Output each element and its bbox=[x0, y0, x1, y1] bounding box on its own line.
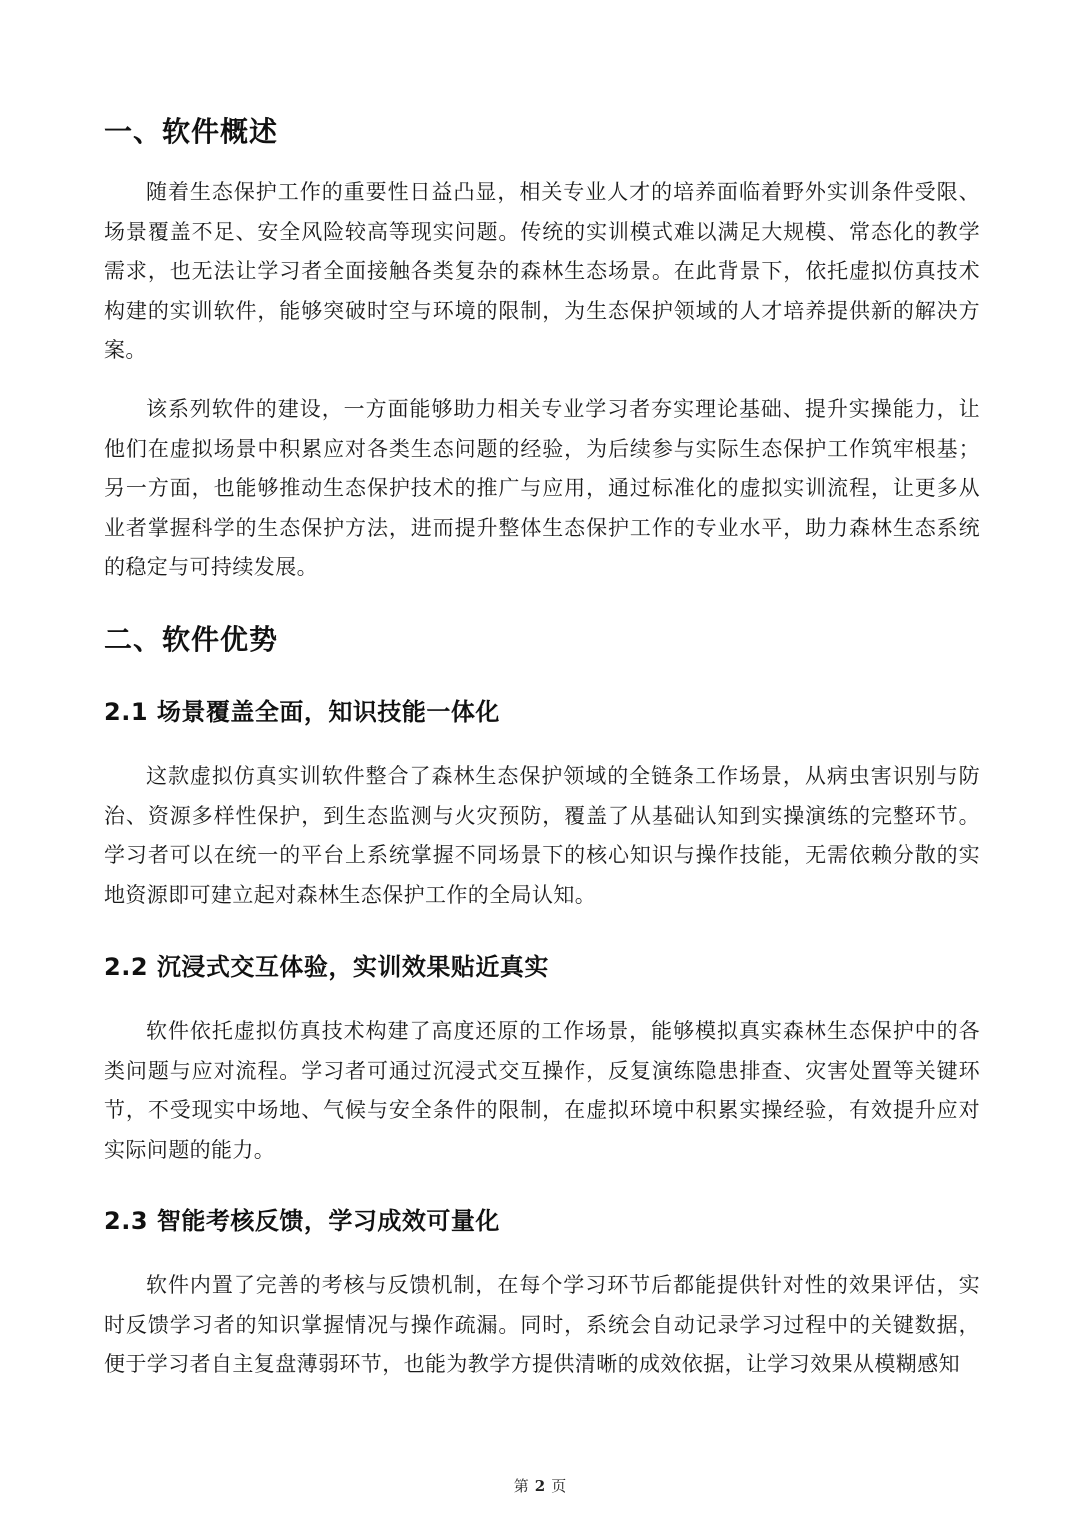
paragraph-2-1: 这款虚拟仿真实训软件整合了森林生态保护领域的全链条工作场景，从病虫害识别与防治、资源多样性保护，到生态监测与火灾预防，覆盖了从基础认知到实操演练的完整环节。学习者可以在统一的平台上系统掌握不同场景下的核心知识与操作技能，无需依赖分散的实地资源即可建立起对森林生态保护工作的全局认知。 bbox=[104, 764, 980, 907]
paragraph-2-2: 软件依托虚拟仿真技术构建了高度还原的工作场景，能够模拟真实森林生态保护中的各类问题与应对流程。学习者可通过沉浸式交互操作，反复演练隐患排查、灾害处置等关键环节，不受现实中场地、气候与安全条件的限制，在虚拟环境中积累实操经验，有效提升应对实际问题的能力。 bbox=[104, 1019, 980, 1162]
subsection-heading-2-3: 2.3 智能考核反馈，学习成效可量化 bbox=[104, 1207, 500, 1235]
subsection-heading-2-2: 2.2 沉浸式交互体验，实训效果贴近真实 bbox=[104, 953, 549, 981]
section-heading-overview: 一、软件概述 bbox=[104, 115, 279, 148]
footer-prefix: 第 bbox=[513, 1477, 529, 1495]
footer-suffix: 页 bbox=[551, 1477, 567, 1495]
paragraph-overview-1: 随着生态保护工作的重要性日益凸显，相关专业人才的培养面临着野外实训条件受限、场景覆盖不足、安全风险较高等现实问题。传统的实训模式难以满足大规模、常态化的教学需求，也无法让学习者全面接触各类复杂的森林生态场景。在此背景下，依托虚拟仿真技术构建的实训软件，能够突破时空与环境的限制，为生态保护领域的人才培养提供新的解决方案。 bbox=[104, 180, 980, 362]
page-number: 2 bbox=[534, 1477, 546, 1495]
paragraph-2-3: 软件内置了完善的考核与反馈机制，在每个学习环节后都能提供针对性的效果评估，实时反馈学习者的知识掌握情况与操作疏漏。同时，系统会自动记录学习过程中的关键数据，便于学习者自主复盘薄弱环节，也能为教学方提供清晰的成效依据，让学习效果从模糊感知 bbox=[104, 1273, 980, 1376]
section-heading-advantages: 二、软件优势 bbox=[104, 623, 279, 656]
paragraph-overview-2: 该系列软件的建设，一方面能够助力相关专业学习者夯实理论基础、提升实操能力，让他们在虚拟场景中积累应对各类生态问题的经验，为后续参与实际生态保护工作筑牢根基；另一方面，也能够推动生态保护技术的推广与应用，通过标准化的虚拟实训流程，让更多从业者掌握科学的生态保护方法，进而提升整体生态保护工作的专业水平，助力森林生态系统的稳定与可持续发展。 bbox=[104, 397, 980, 579]
page-footer bbox=[0, 1476, 1080, 1496]
subsection-heading-2-1: 2.1 场景覆盖全面，知识技能一体化 bbox=[104, 698, 500, 726]
